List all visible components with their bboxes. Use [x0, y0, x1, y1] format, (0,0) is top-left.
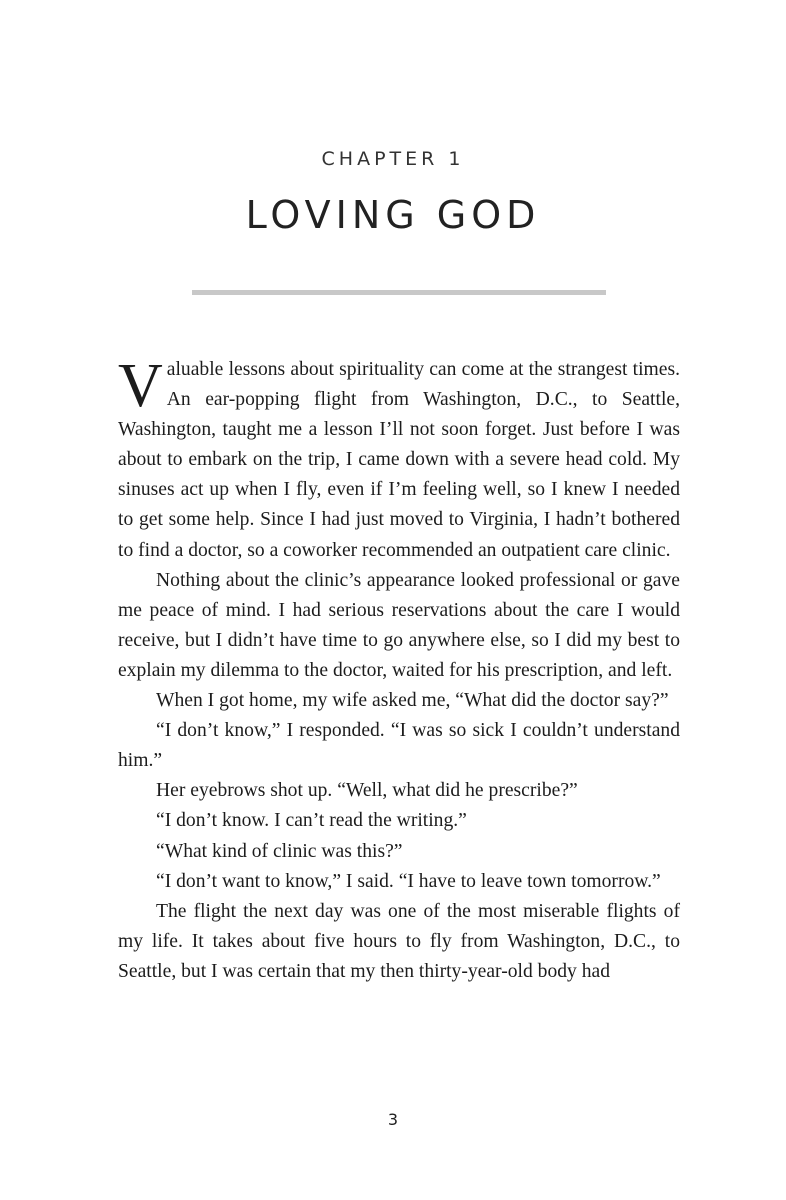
paragraph: “What kind of clinic was this?”: [156, 840, 403, 862]
paragraph: “I don’t want to know,” I said. “I have to leave town tomorrow.”: [156, 870, 661, 892]
page-number: 3: [387, 1110, 399, 1129]
chapter-title: LOVING GOD: [245, 193, 541, 237]
paragraph: Nothing about the clinic’s appearance looked professional or gave me peace of mind. I had serious reservations about the care I would receive, but I didn’t have time to go anywhere else, so I did my best to explain my dilemma to the doctor, waited for his prescription, and left.: [118, 569, 680, 681]
paragraph-text: aluable lessons about spirituality can come at the strangest times. An ear-popping flight from Washington, D.C., to Seattle, Washington, taught me a lesson I’ll not soon forget. Just before I was about to embark on the trip, I came down with a severe head cold. My sinuses act up when I fly, even if I’m feeling well, so I knew I needed to get some help. Since I had just moved to Virginia, I hadn’t bothered to find a doctor, so a coworker recommended an outpatient care clinic.: [118, 359, 680, 561]
chapter-label: CHAPTER 1: [321, 148, 465, 170]
paragraph: “I don’t know,” I responded. “I was so sick I couldn’t understand him.”: [118, 720, 680, 772]
paragraph: “I don’t know. I can’t read the writing.”: [156, 810, 467, 832]
paragraph: The flight the next day was one of the most miserable flights of my life. It takes about five hours to fly from Washington, D.C., to Seattle, but I was certain that my then thirty-year-old body had: [118, 900, 680, 982]
paragraph: [118, 352, 680, 566]
paragraph: When I got home, my wife asked me, “What did the doctor say?”: [156, 690, 669, 712]
title-divider: [192, 290, 606, 295]
drop-cap: V: [118, 352, 163, 420]
body-text: [118, 352, 680, 987]
paragraph: Her eyebrows shot up. “Well, what did he prescribe?”: [156, 780, 578, 802]
